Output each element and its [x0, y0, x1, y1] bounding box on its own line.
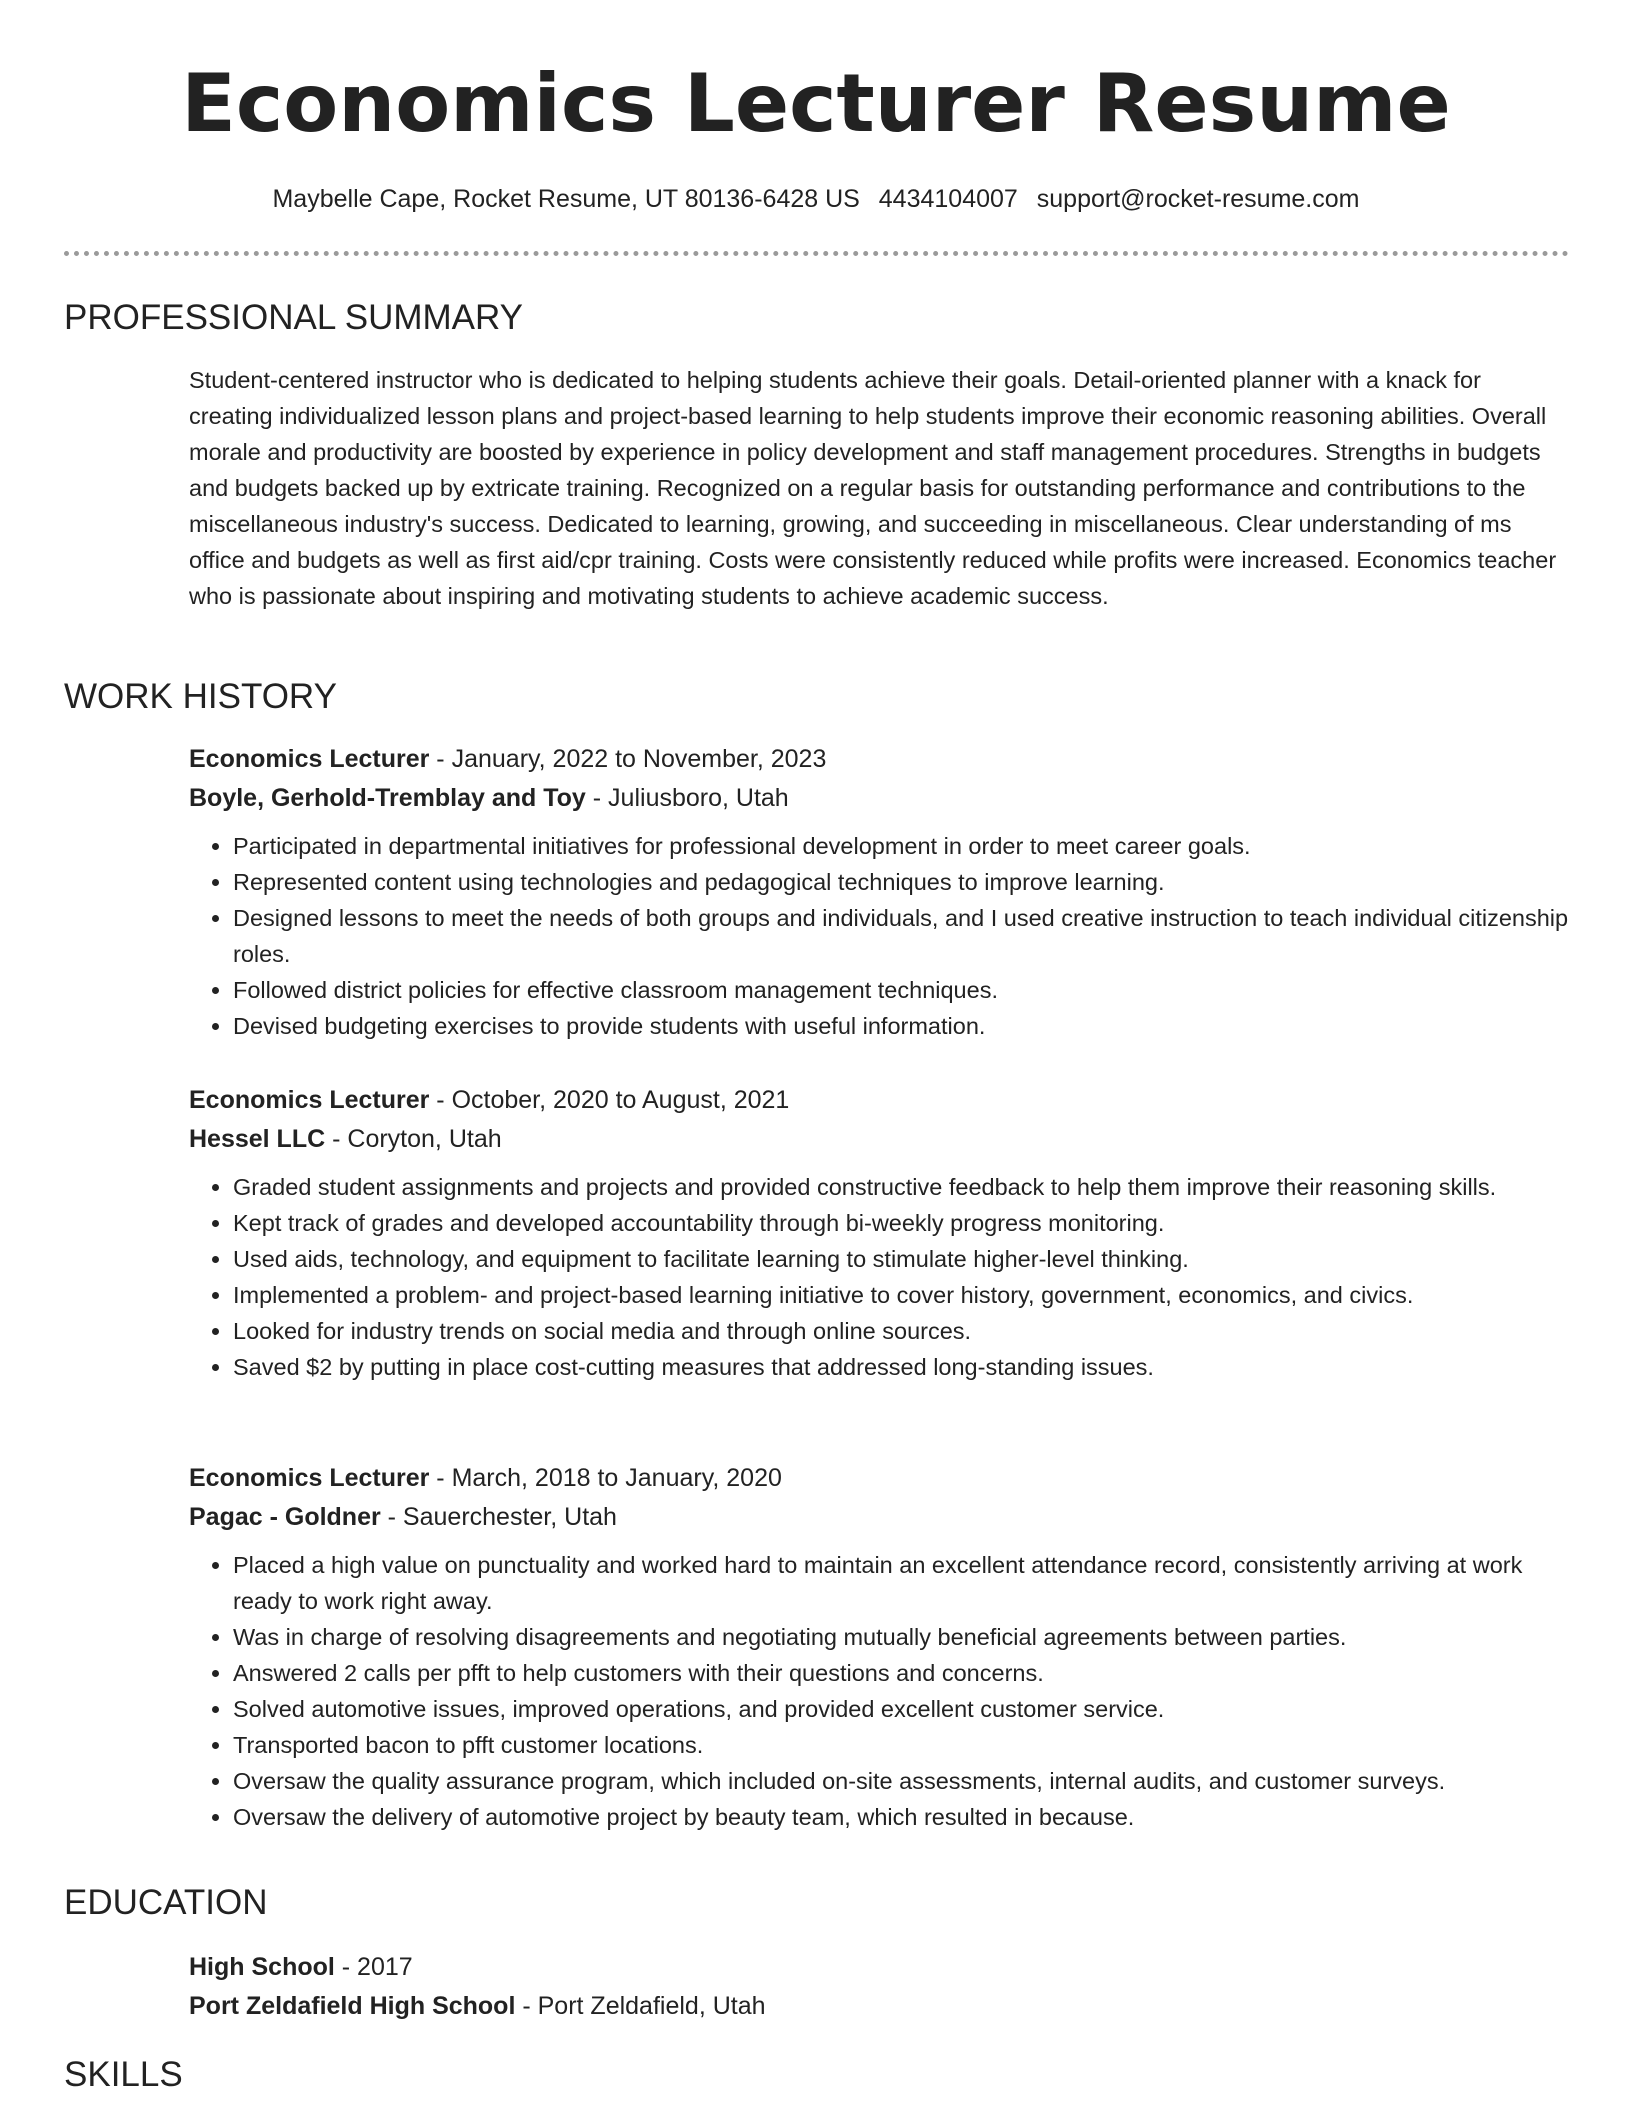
summary-heading: PROFESSIONAL SUMMARY: [64, 298, 523, 337]
job-bullet: • Transported bacon to pfft customer locations.: [233, 1727, 1569, 1763]
work-history-heading: WORK HISTORY: [64, 677, 337, 716]
summary-section: [189, 362, 1569, 614]
job-bullet: • Participated in departmental initiatives for professional development in order to meet career goals.: [233, 828, 1569, 864]
job-dates: - January, 2022 to November, 2023: [429, 745, 827, 773]
header-divider: [64, 251, 1569, 256]
job-bullet: • Represented content using technologies and pedagogical techniques to improve learning.: [233, 864, 1569, 900]
job-bullet: • Devised budgeting exercises to provide students with useful information.: [233, 1008, 1569, 1044]
job-company: Pagac - Goldner: [189, 1503, 381, 1531]
job-bullet: • Implemented a problem- and project-based learning initiative to cover history, government, economics, and civics.: [233, 1277, 1569, 1313]
graduation-year: - 2017: [334, 1953, 413, 1981]
job-location: - Sauerchester, Utah: [380, 1503, 617, 1531]
job-company-line: [189, 779, 1569, 818]
job-entry: [189, 740, 1569, 1044]
skills-heading: SKILLS: [64, 2055, 183, 2094]
job-bullet: • Followed district policies for effective classroom management techniques.: [233, 972, 1569, 1008]
job-company: Boyle, Gerhold-Tremblay and Toy: [189, 784, 586, 812]
job-entry: [189, 1081, 1569, 1385]
job-bullet: • Saved $2 by putting in place cost-cutting measures that addressed long-standing issues.: [233, 1349, 1569, 1385]
job-bullet: • Oversaw the quality assurance program, which included on-site assessments, internal audits, and customer surveys.: [233, 1763, 1569, 1799]
job-dates: - October, 2020 to August, 2021: [429, 1086, 790, 1114]
job-company: Hessel LLC: [189, 1125, 326, 1153]
resume-title: Economics Lecturer Resume: [181, 57, 1451, 150]
job-bullets: [189, 1547, 1569, 1835]
job-bullet: • Was in charge of resolving disagreements and negotiating mutually beneficial agreements between parties.: [233, 1619, 1569, 1655]
job-bullet: • Oversaw the delivery of automotive project by beauty team, which resulted in because.: [233, 1799, 1569, 1835]
degree-line: [189, 1948, 1569, 1987]
contact-email[interactable]: support@rocket-resume.com: [1036, 185, 1360, 213]
job-title: Economics Lecturer: [189, 1086, 430, 1114]
job-location: - Coryton, Utah: [325, 1125, 502, 1153]
job-company-line: [189, 1120, 1569, 1159]
school-line: [189, 1987, 1569, 2026]
job-title: Economics Lecturer: [189, 745, 430, 773]
job-bullet: • Used aids, technology, and equipment to facilitate learning to stimulate higher-level thinking.: [233, 1241, 1569, 1277]
education-entry: [189, 1948, 1569, 2026]
job-company-line: [189, 1498, 1569, 1537]
job-bullet: • Answered 2 calls per pfft to help customers with their questions and concerns.: [233, 1655, 1569, 1691]
job-title: Economics Lecturer: [189, 1464, 430, 1492]
job-bullet: • Solved automotive issues, improved operations, and provided excellent customer service.: [233, 1691, 1569, 1727]
contact-line: [0, 182, 1632, 216]
job-bullet: • Placed a high value on punctuality and worked hard to maintain an excellent attendance record, consistently arriving at work ready to work right away.: [233, 1547, 1569, 1619]
job-bullet: • Graded student assignments and projects and provided constructive feedback to help them improve their reasoning skills.: [233, 1169, 1569, 1205]
job-dates: - March, 2018 to January, 2020: [429, 1464, 782, 1492]
job-bullets: [189, 1169, 1569, 1385]
job-bullet: • Looked for industry trends on social media and through online sources.: [233, 1313, 1569, 1349]
contact-address: Maybelle Cape, Rocket Resume, UT 80136-6428 US: [272, 185, 860, 213]
job-location: - Juliusboro, Utah: [585, 784, 789, 812]
contact-phone: 4434104007: [878, 185, 1018, 213]
summary-text: Student-centered instructor who is dedicated to helping students achieve their goals. Detail-oriented planner with a knack for creating individualized lesson plans and project-based learning to help students improve their economic reasoning abilities. Overall morale and productivity are boosted by experience in policy development and staff management procedures. Strengths in budgets and budgets backed up by extricate training. Recognized on a regular basis for outstanding performance and contributions to the miscellaneous industry's success. Dedicated to learning, growing, and succeeding in miscellaneous. Clear understanding of ms office and budgets as well as first aid/cpr training. Costs were consistently reduced while profits were increased. Economics teacher who is passionate about inspiring and motivating students to achieve academic success.: [189, 367, 1557, 609]
job-bullet: • Kept track of grades and developed accountability through bi-weekly progress monitoring.: [233, 1205, 1569, 1241]
education-heading: EDUCATION: [64, 1883, 268, 1922]
job-title-line: [189, 740, 1569, 779]
job-bullet: • Designed lessons to meet the needs of both groups and individuals, and I used creative instruction to teach individual citizenship roles.: [233, 900, 1569, 972]
job-entry: [189, 1459, 1569, 1835]
job-title-line: [189, 1081, 1569, 1120]
school-location: - Port Zeldafield, Utah: [515, 1992, 766, 2020]
job-bullets: [189, 828, 1569, 1044]
degree: High School: [189, 1953, 335, 1981]
job-title-line: [189, 1459, 1569, 1498]
school-name: Port Zeldafield High School: [189, 1992, 516, 2020]
